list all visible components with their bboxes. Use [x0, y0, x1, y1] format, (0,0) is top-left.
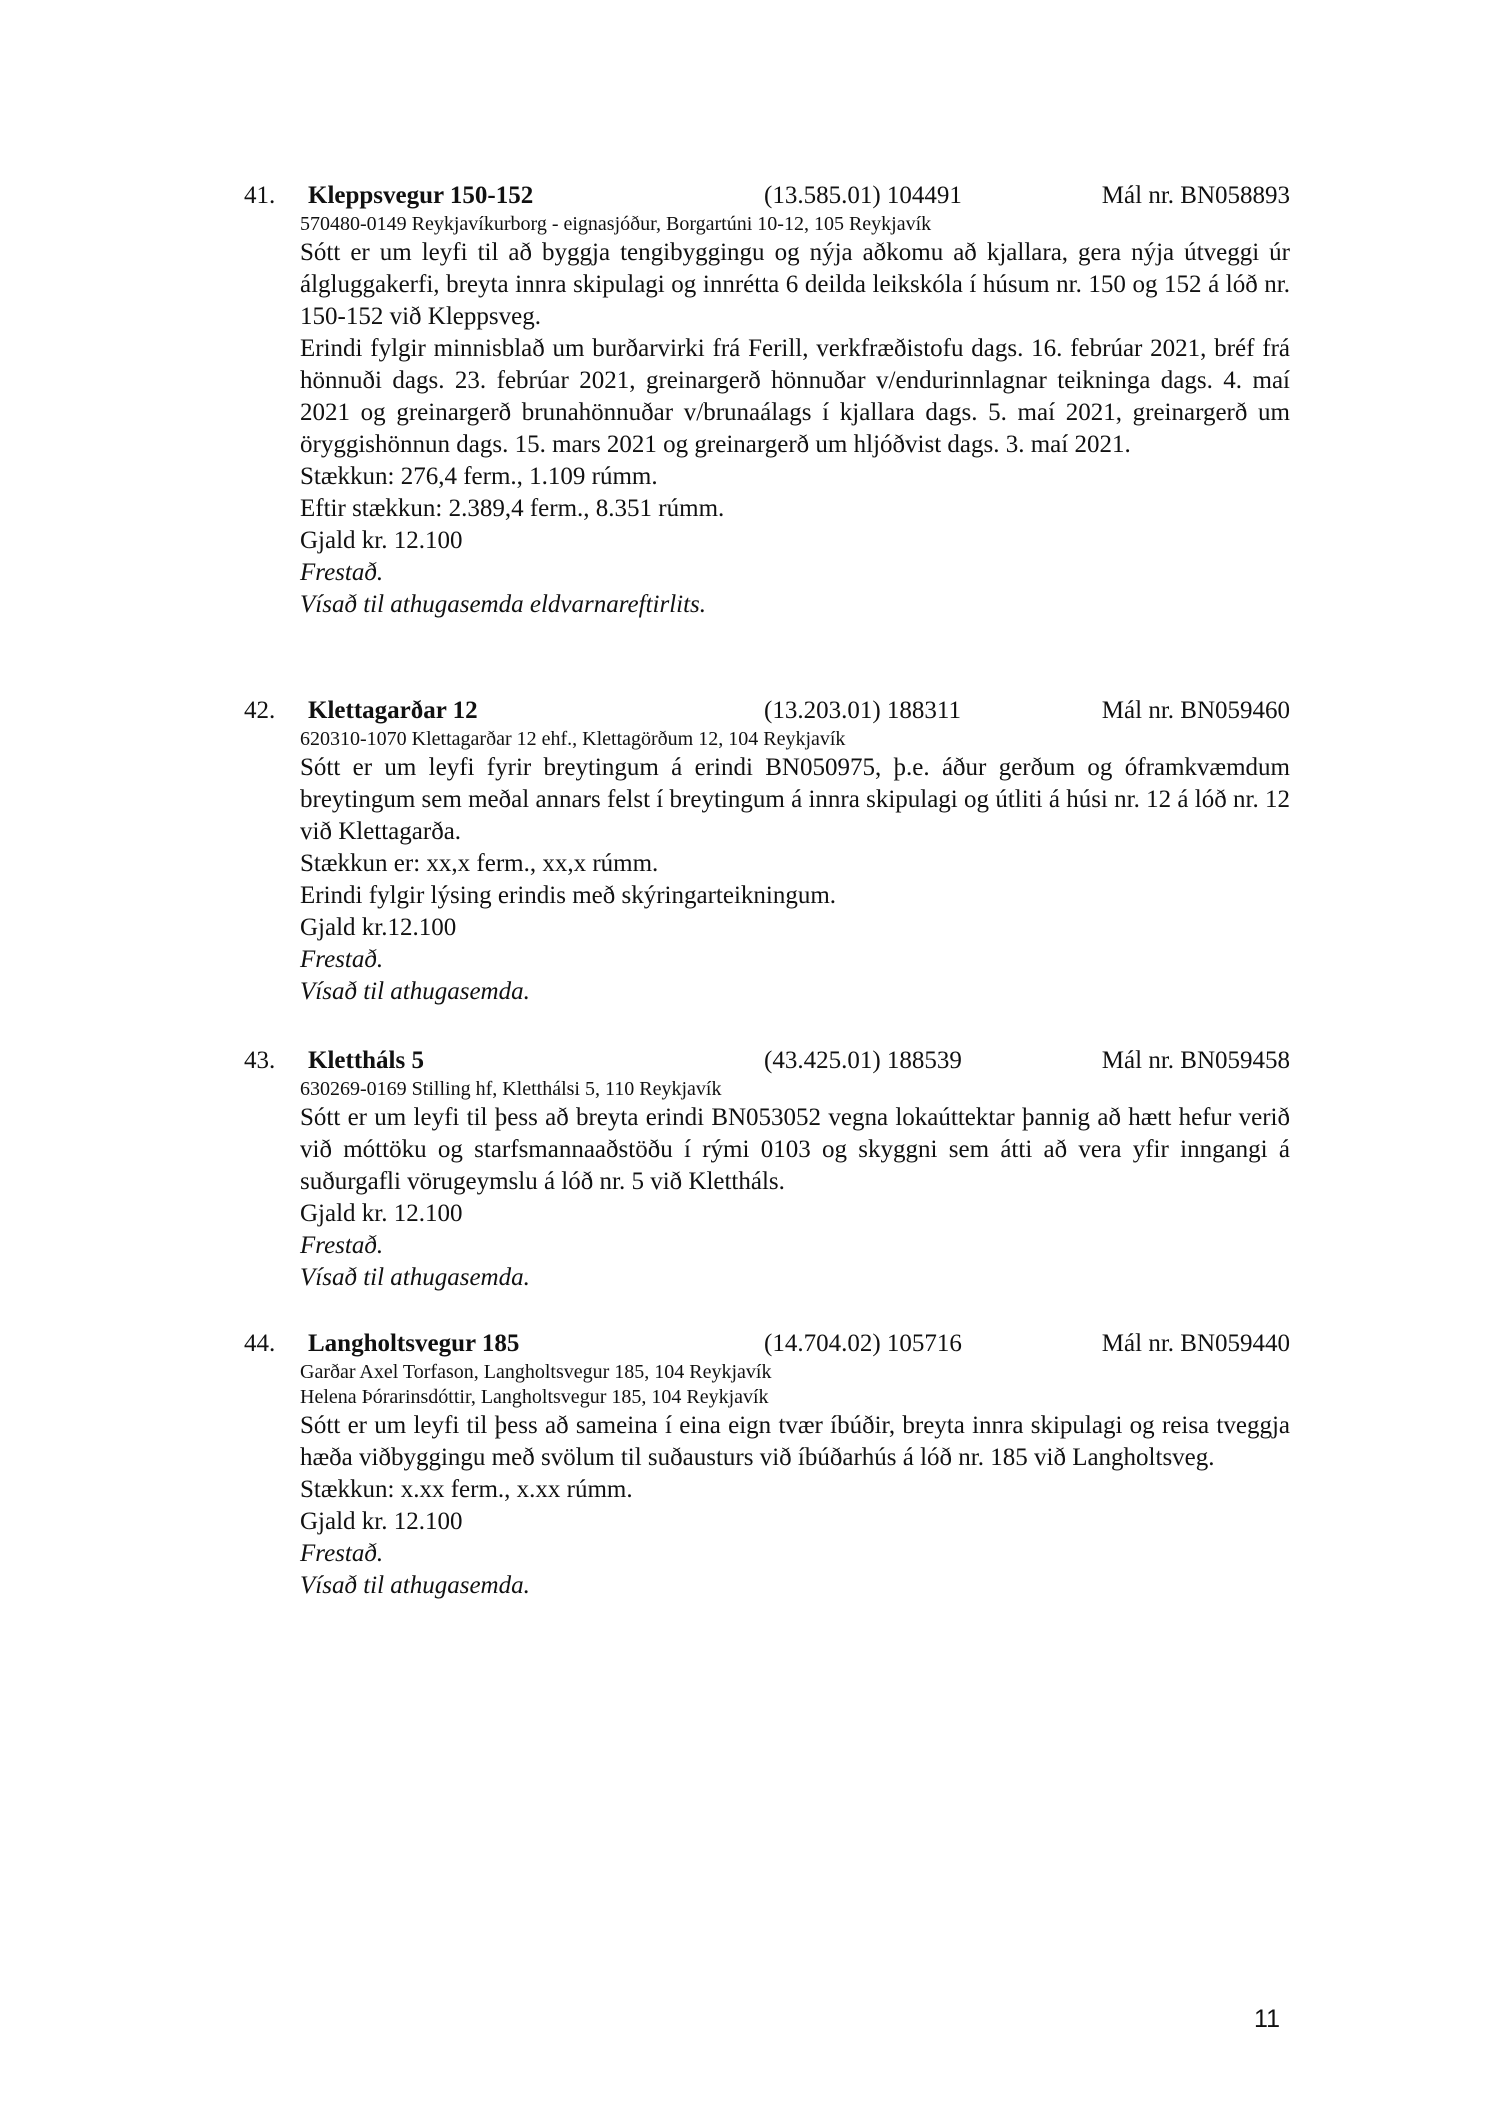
applicant: 620310-1070 Klettagarðar 12 ehf., Klettagörðum 12, 104 Reykjavík: [300, 728, 846, 750]
entry-body: [300, 1360, 1290, 1602]
decision: Frestað.: [300, 1232, 384, 1259]
referral: Vísað til athugasemda.: [300, 978, 530, 1005]
entry-number: 41.: [244, 182, 276, 209]
attachments-text: Erindi fylgir lýsing erindis með skýringarteikningum.: [300, 882, 837, 909]
application-text: Sótt er um leyfi til þess að breyta erindi BN053052 vegna lokaúttektar þannig að hætt hefur verið við móttöku og starfsmannaaðstöðu í rými 0103 og skyggni sem átti að vera yfir inngangi á suðurgafli vörugeymslu á lóð nr. 5 við Klettháls.: [300, 1104, 1290, 1195]
property-address: Klettagarðar 12: [308, 697, 478, 724]
applicant: Helena Þórarinsdóttir, Langholtsvegur 185, 104 Reykjavík: [300, 1386, 769, 1408]
entry-header: [244, 180, 1290, 212]
decision: Frestað.: [300, 946, 384, 973]
case-entry-44: [244, 1328, 1290, 1602]
entry-body: [300, 212, 1290, 621]
case-number: Mál nr. BN059458: [1101, 1047, 1290, 1074]
entry-number: 42.: [244, 697, 276, 724]
entry-header: [244, 1045, 1290, 1077]
application-text: Sótt er um leyfi til þess að sameina í eina eign tvær íbúðir, breyta innra skipulagi og reisa tveggja hæða viðbyggingu með svölum til suðausturs við íbúðarhús á lóð nr. 185 við Langholtsveg.: [300, 1412, 1290, 1471]
decision: Frestað.: [300, 559, 384, 586]
enlargement: Stækkun: 276,4 ferm., 1.109 rúmm.: [300, 463, 658, 490]
case-number: Mál nr. BN059440: [1101, 1330, 1290, 1357]
page-number: 11: [1254, 2005, 1280, 2033]
case-entry-43: [244, 1045, 1290, 1294]
referral: Vísað til athugasemda.: [300, 1264, 530, 1291]
case-entry-42: [244, 695, 1290, 1008]
land-number: (13.585.01) 104491: [764, 182, 962, 209]
entry-number: 44.: [244, 1330, 276, 1357]
application-text: Sótt er um leyfi fyrir breytingum á erindi BN050975, þ.e. áður gerðum og óframkvæmdum breytingum sem meðal annars felst í breytingum á innra skipulagi og útliti á húsi nr. 12 á lóð nr. 12 við Klettagarða.: [300, 754, 1290, 845]
fee: Gjald kr. 12.100: [300, 527, 463, 554]
fee: Gjald kr. 12.100: [300, 1200, 463, 1227]
referral: Vísað til athugasemda eldvarnareftirlits.: [300, 591, 707, 618]
after-enlargement: Eftir stækkun: 2.389,4 ferm., 8.351 rúmm.: [300, 495, 725, 522]
property-address: Langholtsvegur 185: [308, 1330, 520, 1357]
land-number: (43.425.01) 188539: [764, 1047, 962, 1074]
decision: Frestað.: [300, 1540, 384, 1567]
entry-header: [244, 1328, 1290, 1360]
applicant: 630269-0169 Stilling hf, Kletthálsi 5, 110 Reykjavík: [300, 1078, 722, 1100]
case-number: Mál nr. BN058893: [1101, 182, 1290, 209]
entry-header: [244, 695, 1290, 727]
entry-number: 43.: [244, 1047, 276, 1074]
entry-body: [300, 727, 1290, 1008]
applicant: 570480-0149 Reykjavíkurborg - eignasjóður, Borgartúni 10-12, 105 Reykjavík: [300, 213, 932, 235]
case-entry-41: [244, 180, 1290, 621]
referral: Vísað til athugasemda.: [300, 1572, 530, 1599]
land-number: (14.704.02) 105716: [764, 1330, 962, 1357]
enlargement: Stækkun: x.xx ferm., x.xx rúmm.: [300, 1476, 633, 1503]
property-address: Klettháls 5: [308, 1047, 424, 1074]
attachments-text: Erindi fylgir minnisblað um burðarvirki frá Ferill, verkfræðistofu dags. 16. febrúar 2021, bréf frá hönnuði dags. 23. febrúar 2021, greinargerð hönnuðar v/endurinnlagnar teikninga dags. 4. maí 2021 og greinargerð brunahönnuðar v/brunaálags í kjallara dags. 5. maí 2021, greinargerð um öryggishönnun dags. 15. mars 2021 og greinargerð um hljóðvist dags. 3. maí 2021.: [300, 335, 1290, 458]
case-number: Mál nr. BN059460: [1101, 697, 1290, 724]
fee: Gjald kr.12.100: [300, 914, 457, 941]
applicant: Garðar Axel Torfason, Langholtsvegur 185, 104 Reykjavík: [300, 1361, 772, 1383]
property-address: Kleppsvegur 150-152: [308, 182, 534, 209]
land-number: (13.203.01) 188311: [764, 697, 961, 724]
fee: Gjald kr. 12.100: [300, 1508, 463, 1535]
entry-body: [300, 1077, 1290, 1294]
enlargement: Stækkun er: xx,x ferm., xx,x rúmm.: [300, 850, 659, 877]
application-text: Sótt er um leyfi til að byggja tengibyggingu og nýja aðkomu að kjallara, gera nýja útveggi úr álgluggakerfi, breyta innra skipulagi og innrétta 6 deilda leikskóla í húsum nr. 150 og 152 á lóð nr. 150-152 við Kleppsveg.: [300, 239, 1290, 330]
